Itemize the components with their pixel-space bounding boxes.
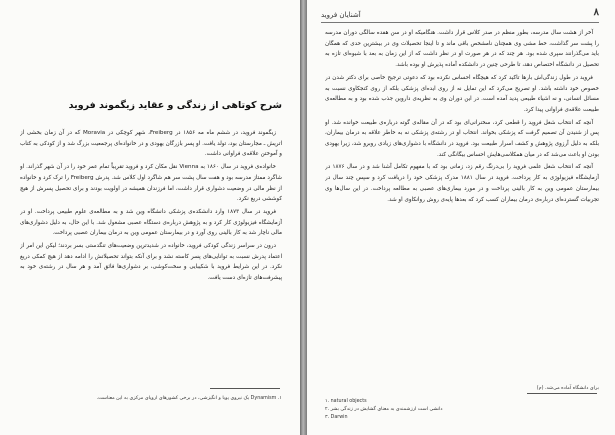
left-paragraph: زیگموند فروید، در ششم ماه مه ۱۸۵۶ در Freiberg، شهر کوچکی در Moravia که در آن زمان بخشی از اتریش ـ مجارستان بود، تولد یافت. او پسر بازرگان یهودی و در خانواده‌ای پرجمعیت بزرگ شد و از کودکی به کتاب و آموختن علاقه‌ی فراوانی داشت. [20,130,282,158]
left-footnote-rule [210,388,280,389]
right-paragraph: فروید در طول زندگی‌اش بارها تاکید کرد که هیچگاه احساس نکرده بود که دعوتی ترجیح خاصی برای دکتر شدن در خصوص خود داشته باشد. او تصریح می‌کرد که این تمایل نه از روی ایده‌ای پزشکی بلکه از روی کنجکاوی نسبت به مسائل انسانی، و نه اشیاء طبیعی پدید آمده است. در این دوران وی به نظریه‌ی داروین جذب شده بود و به مطالعه‌ی طبیعت علاقه‌ی فراوانی پیدا کرد. [325,74,599,113]
running-header [321,7,599,23]
footnote-1: ۱. natural objects [325,399,367,404]
right-paragraph: آخر از هشت سال مدرسه، بطور منظم در صدر کلاس قرار داشت. هنگامیکه او در سن هفده سالگی دوران مدرسه را پشت سر گذاشت، خط مشی وی همچنان نامشخص باقی ماند و تا اینجا تحصیلات وی در بیشترین حدی که همگان باید می‌گذرانند سپری شده بود. هر چند که در هر صورت او در نظر داشت که از این زمان به بعد با شیوه‌ای تازه به تحصیل در دانشگاه اختصاص دهد، تا طرحی چنین در دانشکده آماده پذیرش او بوده باشد. [325,30,599,69]
footnote-3: ۳. Darwin [325,415,348,420]
left-body-text [20,128,282,383]
left-page [0,0,300,435]
right-footnote-rule [527,393,597,394]
left-footnote: ۱. Dynamism یک نیروی پویا و انگیزشی، در برخی کشورهای اروپای مرکزی به این معناست. [96,396,282,401]
footnote-intro: برای دانشگاه آماده می‌شد. (م) [536,386,599,391]
left-paragraph: فروید در سال ۱۸۷۳ وارد دانشکده‌ی پزشکی دانشگاه وین شد و به مطالعه‌ی علوم طبیعی پرداخت. او در آزمایشگاه فیزیولوژی کار کرد و به پژوهش درباره‌ی دستگاه عصبی مشغول شد. با این حال، به دلیل دشواری‌های مالی ناچار شد به کار بالینی روی آورد و در بیمارستان عمومی وین به درمان بیماران عصبی پرداخت. [20,208,282,237]
section-heading: شرح کوتاهی از زندگی و عقاید زیگموند فروید [68,100,282,111]
book-gutter [300,0,307,435]
right-page [307,0,615,435]
left-paragraph: درون در سراسر زندگی کودکی فروید، خانواده در شدیدترین وضعیت‌های تنگدستی بسر بردند؛ لیکن این امر از اعتماد پدرش نسبت به توانایی‌های پسر کاسته نشد و برای آنکه بتواند تحصیلاتش را ادامه دهد از هیچ کمکی دریغ نکرد. در این شرایط فروید با شکیبایی و سخت‌کوشی، بر دشواری‌ها فائق آمد و هر سال در رشته‌ی خود به پیشرفت‌های تازه‌ای دست یافت. [20,243,282,282]
left-paragraph: خانواده‌ی فروید در سال ۱۸۶۰ به Vienna نقل مکان کرد و فروید تقریباً تمام عمر خود را در آن شهر گذراند. او شاگرد ممتاز مدرسه بود و هفت سال پشت سر هم شاگرد اول کلاس شد. پدرش Freiberg را ترک کرد و خانواده از نظر مالی در وضعیت دشواری قرار داشت، اما فرزندان همیشه در اولویت بودند و برای تحصیل پسرش از هیچ کوششی دریغ نکرد. [20,164,282,203]
running-title: آشنایان فروید [321,11,361,19]
right-paragraph: آنچه که انتخاب شغل فروید را قطعی کرد، سخنرانی‌ای بود که در آن مقاله‌ی گوته درباره‌ی طبیعت خوانده شد. او پس از شنیدن آن تصمیم گرفت که پزشکی بخواند. انتخاب او در رشته‌ی پزشکی نه به خاطر علاقه به درمان بیماران، بلکه به دلیل آرزوی پژوهش و کشف اسرار طبیعت بود. فروید در دانشگاه با دشواری‌های زیادی روبرو شد، زیرا یهودی بودن او باعث می‌شد که در میان همکلاسی‌هایش احساس بیگانگی کند. [325,119,599,158]
right-body-text [325,28,599,382]
right-paragraph: آنچه که انتخاب شغل علمی فروید را بی‌درنگ رقم زد، زمانی بود که با مفهوم تکامل آشنا شد و در سال ۱۸۷۶ در آزمایشگاه فیزیولوژی به کار پرداخت. فروید در سال ۱۸۸۱ مدرک پزشکی خود را دریافت کرد و سپس چند سال در بیمارستان عمومی وین به کار بالینی پرداخت و در مورد بیماری‌های عصبی به مطالعه پرداخت. در این سال‌ها وی تجربیات گسترده‌ای درباره‌ی درمان بیماران کسب کرد که بعدها پایه‌ی روش روانکاوی او شد. [325,164,599,203]
footnote-2: ۲. دانشی است ارزشمندی به معنای گشایش در زندگی بشر [325,407,443,412]
page-number: ۸ [593,7,599,18]
